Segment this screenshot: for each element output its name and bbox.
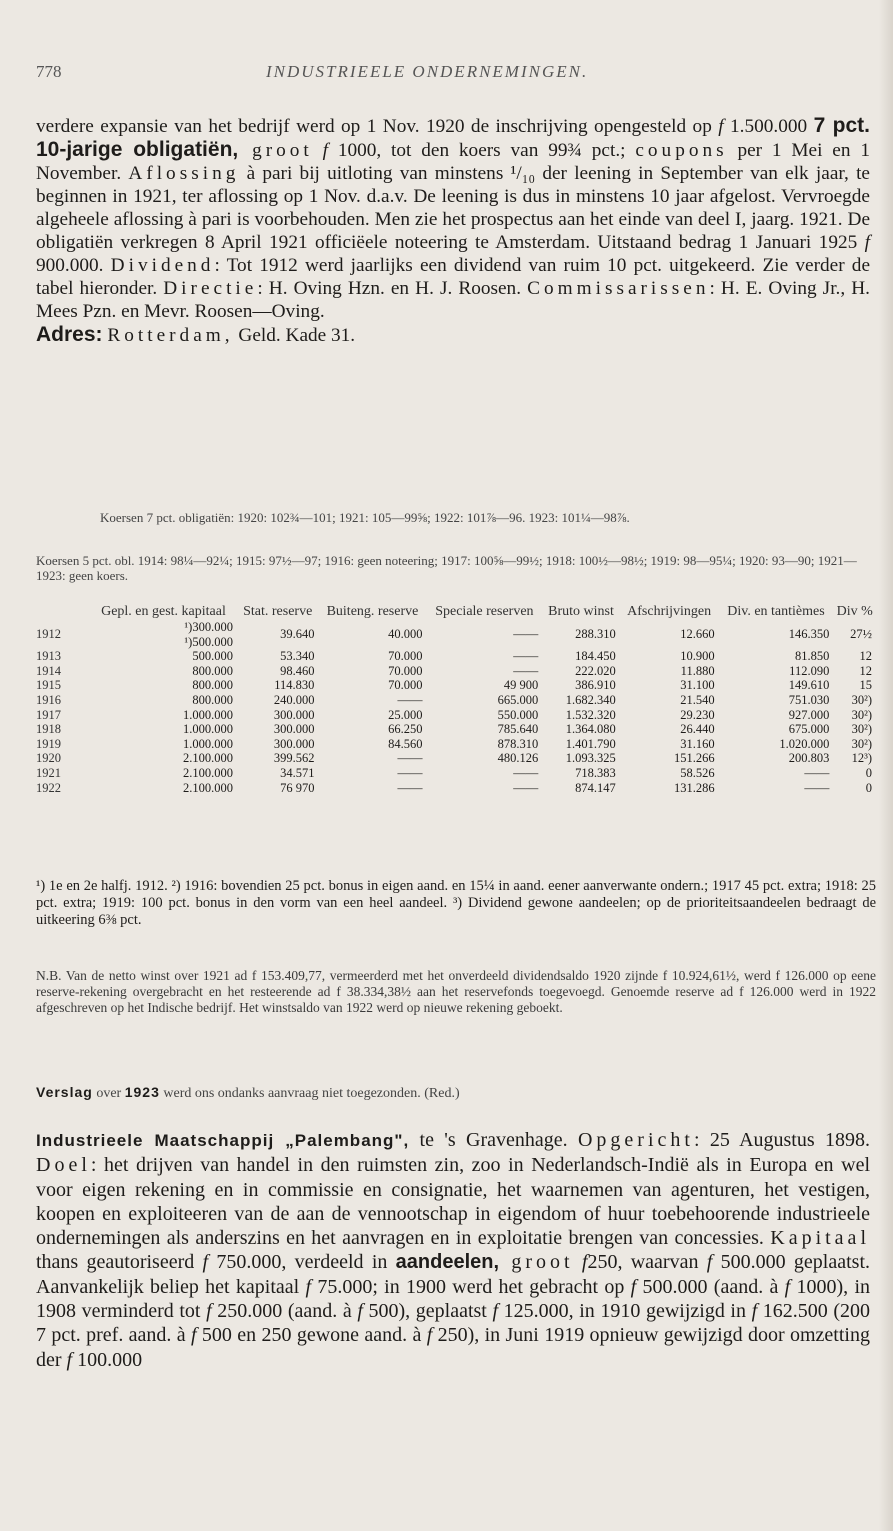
table-cell: 0 bbox=[865, 780, 872, 795]
table-body bbox=[36, 620, 876, 795]
table-cell: 149.610 bbox=[788, 678, 830, 693]
table-cell: 300.000 bbox=[273, 707, 315, 722]
table-row bbox=[36, 664, 876, 679]
table-cell: —— bbox=[513, 663, 539, 678]
table-cell: 27½ bbox=[850, 627, 872, 642]
table-cell: 70.000 bbox=[388, 678, 423, 693]
column-header: Speciale reserven bbox=[435, 604, 534, 619]
bond-heading: 7 pct. 10-jarige obligatiën, bbox=[36, 114, 871, 161]
table-cell: 500.000 bbox=[192, 649, 233, 664]
table-cell: 0 bbox=[865, 765, 872, 780]
table-cell: 112.090 bbox=[789, 663, 830, 678]
report-year: 1923 bbox=[124, 1084, 160, 1100]
text-run: per 1 Mei en 1 November. bbox=[36, 140, 870, 184]
year-cell: 1918 bbox=[36, 722, 61, 737]
report-label: Verslag bbox=[36, 1084, 93, 1100]
table-cell: 84.560 bbox=[388, 736, 423, 751]
column-header: Stat. reserve bbox=[243, 604, 313, 619]
table-cell: 30²) bbox=[851, 736, 872, 751]
table-row bbox=[36, 678, 876, 693]
table-cell: 480.126 bbox=[497, 751, 539, 766]
table-cell: 131.286 bbox=[673, 780, 715, 795]
page-number: 778 bbox=[36, 62, 62, 81]
text-run: 75.000; in 1900 werd het gebracht op bbox=[311, 1275, 631, 1298]
florin-sign: f bbox=[66, 1348, 73, 1371]
table-cell: 11.880 bbox=[680, 663, 715, 678]
address-city: Rotterdam, bbox=[107, 325, 234, 346]
running-title: INDUSTRIEELE ONDERNEMINGEN. bbox=[266, 62, 589, 81]
page-header bbox=[36, 62, 873, 84]
company-name: Industrieele Maatschappij „Palembang", bbox=[36, 1131, 410, 1150]
table-cell: 1.000.000 bbox=[182, 736, 233, 751]
spaced-term: Opgericht bbox=[577, 1129, 694, 1151]
table-cell: 300.000 bbox=[273, 736, 315, 751]
table-cell: 800.000 bbox=[192, 692, 233, 707]
table-cell: 31.100 bbox=[680, 678, 715, 693]
table-cell: 927.000 bbox=[788, 707, 830, 722]
florin-sign: f bbox=[191, 1324, 197, 1347]
table-row bbox=[36, 766, 876, 781]
florin-sign: f bbox=[706, 1251, 713, 1274]
report-note bbox=[36, 1084, 876, 1102]
text-run: 250.000 (aand. à bbox=[211, 1300, 358, 1323]
column-header: Bruto winst bbox=[548, 604, 614, 619]
table-cell: 31.160 bbox=[680, 736, 715, 751]
table-cell: 114.830 bbox=[274, 678, 315, 693]
florin-sign: f bbox=[864, 232, 870, 253]
table-cell: 718.383 bbox=[575, 765, 616, 780]
table-cell: 70.000 bbox=[388, 649, 423, 664]
spaced-term: coupons bbox=[635, 140, 728, 161]
table-cell: 34.571 bbox=[280, 765, 315, 780]
table-cell: 288.310 bbox=[575, 627, 616, 642]
table-cell: 1.000.000 bbox=[182, 722, 233, 737]
text-run: thans geautoriseerd bbox=[36, 1251, 203, 1274]
text-run: 250, waarvan bbox=[587, 1251, 707, 1274]
text-run: te 's Gravenhage. bbox=[409, 1129, 578, 1151]
table-cell: 878.310 bbox=[497, 736, 539, 751]
table-cell: 70.000 bbox=[388, 663, 423, 678]
text-run: : H. Oving Hzn. en H. J. Roosen. bbox=[257, 278, 528, 299]
table-cell: 800.000 bbox=[192, 663, 233, 678]
text-run: 100.000 bbox=[72, 1348, 143, 1371]
column-header: Gepl. en gest. kapitaal bbox=[101, 604, 226, 619]
table-cell: 1.093.325 bbox=[565, 751, 616, 766]
table-cell: 58.526 bbox=[680, 765, 715, 780]
table-cell: 184.450 bbox=[575, 649, 616, 664]
table-cell: —— bbox=[397, 765, 423, 780]
table-cell: —— bbox=[513, 780, 539, 795]
page-edge-shadow bbox=[879, 0, 893, 1531]
table-row bbox=[36, 781, 876, 796]
spaced-term: Aflossing bbox=[128, 163, 240, 184]
year-cell: 1920 bbox=[36, 751, 61, 766]
text-run: 500.000 geplaatst. Aanvankelijk beliep het kapitaal bbox=[36, 1251, 870, 1298]
text-run: 162.500 (200 7 pct. pref. aand. à bbox=[36, 1300, 870, 1347]
table-footnotes: ¹) 1e en 2e halfj. 1912. ²) 1916: bovendien 25 pct. bonus in eigen aand. en 15¼ in aand. eener aanverwante ondern.; 1917 45 pct. extra; 1918: 25 pct. extra; 1919: 100 pct. bonus in den vorm van een heel aandeel. ³) Dividend gewone aandeelen; op de prioriteitsaandeelen bedraagt de uitkeering 6⅜ pct. bbox=[36, 878, 876, 928]
table-cell: 2.100.000 bbox=[182, 751, 233, 766]
column-header: Afschrijvingen bbox=[627, 604, 712, 619]
table-cell: 29.230 bbox=[680, 707, 715, 722]
address-label: Adres: bbox=[36, 323, 103, 346]
table-cell: 300.000 bbox=[273, 722, 315, 737]
year-cell: 1913 bbox=[36, 649, 61, 664]
table-cell: —— bbox=[397, 780, 423, 795]
florin-sign: f bbox=[312, 140, 328, 161]
table-cell: 146.350 bbox=[788, 627, 830, 642]
table-row bbox=[36, 751, 876, 766]
florin-sign: f bbox=[426, 1324, 433, 1347]
spaced-term: groot bbox=[238, 140, 313, 161]
table-cell: 76 970 bbox=[280, 780, 315, 795]
table-cell: 785.640 bbox=[497, 722, 539, 737]
table-cell: 21.540 bbox=[680, 692, 715, 707]
paragraph-palembang bbox=[36, 1128, 870, 1372]
year-cell: 1917 bbox=[36, 707, 61, 722]
table-cell: 98.460 bbox=[280, 663, 315, 678]
table-cell: 1.682.340 bbox=[565, 692, 616, 707]
table-cell: 751.030 bbox=[788, 692, 830, 707]
year-cell: 1916 bbox=[36, 692, 61, 707]
year-cell: 1921 bbox=[36, 765, 61, 780]
table-cell: 15 bbox=[859, 678, 872, 693]
table-cell: 30²) bbox=[851, 692, 872, 707]
year-cell: 1914 bbox=[36, 663, 61, 678]
column-header bbox=[36, 604, 90, 620]
table-cell: 240.000 bbox=[273, 692, 315, 707]
table-row bbox=[36, 722, 876, 737]
table-cell: 30²) bbox=[851, 707, 872, 722]
table-cell: 675.000 bbox=[788, 722, 830, 737]
table-cell: 26.440 bbox=[680, 722, 715, 737]
bond-quotes-5pct: Koersen 5 pct. obl. 1914: 98¼—92¼; 1915: 97½—97; 1916: geen noteering; 1917: 100⅝—99½; 1918: 100½—98½; 1919: 98—95¼; 1920: 93—90; 1921—1923: geen koers. bbox=[36, 553, 857, 583]
florin-sign: f bbox=[492, 1300, 499, 1323]
table-row bbox=[36, 737, 876, 752]
table-cell: 222.020 bbox=[575, 663, 616, 678]
table-cell: 1.020.000 bbox=[779, 736, 830, 751]
spaced-term: Dividend bbox=[110, 255, 215, 276]
year-cell: 1912 bbox=[36, 627, 61, 642]
florin-sign: f bbox=[357, 1300, 363, 1323]
table-cell: 81.850 bbox=[794, 649, 830, 664]
text-run: 1.500.000 bbox=[723, 116, 814, 137]
florin-sign: f bbox=[305, 1275, 312, 1298]
spaced-term: Kapitaal bbox=[770, 1227, 870, 1250]
year-cell: 1919 bbox=[36, 736, 61, 751]
table-cell: 40.000 bbox=[388, 627, 423, 642]
paragraph-obligations bbox=[36, 114, 870, 347]
table-cell: 200.803 bbox=[788, 751, 830, 766]
table-row bbox=[36, 693, 876, 708]
florin-sign: f bbox=[573, 1251, 588, 1274]
year-cell: 1915 bbox=[36, 678, 61, 693]
table-row bbox=[36, 708, 876, 723]
text-run: : het drijven van handel in den ruimsten zin, zoo in Nederlandsch-Indië als in Europa en wel voor eigen rekening en in commissie en consignatie, het waarnemen van agenturen, het vestigen, koopen en exploiteeren van de aan de vennootschap in eigendom of huur toebehoorende industrieele ondernemingen als anderszins en het aanvragen en in exploitatie brengen van concessies. bbox=[36, 1154, 870, 1250]
text-run: 250), in Juni 1919 opnieuw gewijzigd door omzetting der bbox=[36, 1324, 870, 1371]
column-header: Buiteng. reserve bbox=[326, 604, 419, 619]
text-run: verdere expansie van het bedrijf werd op 1 Nov. 1920 de inschrijving opengesteld op bbox=[36, 116, 719, 137]
florin-sign: f bbox=[718, 116, 724, 137]
text-run: 1000, tot den koers van 99¾ pct.; bbox=[327, 140, 636, 161]
table-cell: —— bbox=[804, 780, 830, 795]
spaced-term: Doel bbox=[36, 1154, 91, 1177]
text-run: 900.000. bbox=[36, 255, 111, 276]
spaced-term: groot bbox=[499, 1251, 574, 1274]
table-cell: 2.100.000 bbox=[182, 765, 233, 780]
table-cell: —— bbox=[397, 692, 423, 707]
table-cell: ¹)300.000 ¹)500.000 bbox=[184, 620, 233, 649]
table-cell: 66.250 bbox=[388, 722, 423, 737]
table-cell: 874.147 bbox=[575, 780, 616, 795]
spaced-term: Directie bbox=[163, 278, 258, 299]
text-run: 500.000 (aand. à bbox=[636, 1275, 785, 1298]
table-cell: —— bbox=[513, 627, 539, 642]
text-run: : 25 Augustus 1898. bbox=[693, 1129, 870, 1151]
text-run: 500), geplaatst bbox=[362, 1300, 493, 1323]
table-cell: 53.340 bbox=[280, 649, 315, 664]
text-run: 125.000, in 1910 gewijzigd in bbox=[498, 1300, 752, 1323]
address-street: Geld. Kade 31. bbox=[233, 325, 356, 346]
table-cell: 151.266 bbox=[673, 751, 715, 766]
table-cell: 12 bbox=[859, 649, 872, 664]
nb-note: N.B. Van de netto winst over 1921 ad f 153.409,77, vermeerderd met het onverdeeld dividendsaldo 1920 zijnde f 10.924,61½, werd f 126.000 op eene reserve-rekening overgebracht en het resteerende ad f 38.334,38½ aan het reservefonds toegevoegd. Genoemde reserve ad f 126.000 werd in 1922 afgeschreven op het Indische bedrijf. Het winstsaldo van 1922 werd op nieuwe rekening geboekt. bbox=[36, 968, 876, 1015]
table-cell: 25.000 bbox=[388, 707, 423, 722]
table-cell: 2.100.000 bbox=[182, 780, 233, 795]
florin-sign: f bbox=[751, 1300, 758, 1323]
florin-sign: f bbox=[206, 1300, 212, 1323]
table-cell: 10.900 bbox=[680, 649, 715, 664]
table-cell: —— bbox=[513, 765, 539, 780]
table-cell: —— bbox=[804, 765, 830, 780]
florin-sign: f bbox=[202, 1251, 209, 1274]
florin-sign: f bbox=[630, 1275, 637, 1298]
table-cell: 665.000 bbox=[497, 692, 539, 707]
table-cell: 1.532.320 bbox=[565, 707, 616, 722]
table-cell: 30²) bbox=[851, 722, 872, 737]
table-cell: —— bbox=[513, 649, 539, 664]
florin-sign: f bbox=[784, 1275, 791, 1298]
text-run: : H. E. Oving Jr., H. Mees Pzn. en Mevr. Roosen—Oving. bbox=[36, 278, 870, 322]
text-run: 1000), in 1908 verminderd tot bbox=[36, 1275, 870, 1323]
table-cell: 49 900 bbox=[503, 678, 539, 693]
table-cell: 1.000.000 bbox=[182, 707, 233, 722]
table-header-row bbox=[36, 604, 876, 620]
table-cell: 12 bbox=[859, 663, 872, 678]
bold-term: aandeelen, bbox=[395, 1251, 500, 1274]
table-cell: 1.364.080 bbox=[565, 722, 616, 737]
text-run: 750.000, verdeeld in bbox=[208, 1251, 396, 1274]
table-cell: 550.000 bbox=[497, 707, 539, 722]
text-run: : Tot 1912 werd jaarlijks een dividend van ruim 10 pct. uitgekeerd. Zie verder de tabel hieronder. bbox=[36, 255, 870, 299]
table-cell: 386.910 bbox=[575, 678, 616, 693]
table-cell: 399.562 bbox=[273, 751, 315, 766]
table-cell: 12³) bbox=[851, 751, 872, 766]
table-cell: —— bbox=[397, 751, 423, 766]
financial-table bbox=[36, 604, 876, 795]
text-run: over bbox=[92, 1086, 125, 1101]
text-run: werd ons ondanks aanvraag niet toegezonden. (Red.) bbox=[159, 1086, 460, 1101]
table-cell: 39.640 bbox=[280, 627, 315, 642]
column-header: Div % bbox=[836, 604, 873, 619]
text-run: à pari bij uitloting van minstens ¹/₁₀ der leening in September van elk jaar, te beginnen in 1921, ter aflossing op 1 Nov. d.a.v. De leening is dus in minstens 10 jaar afgelost. Vervroegde algeheele aflossing à pari is voorbehouden. Men zie het prospectus aan het einde van deel I, jaarg. 1921. De obligatiën verkregen 8 April 1921 officiëele noteering te Amsterdam. Uitstaand bedrag 1 Januari 1925 bbox=[36, 163, 870, 253]
table-cell: 800.000 bbox=[192, 678, 233, 693]
table-row bbox=[36, 620, 876, 649]
table-cell: 1.401.790 bbox=[565, 736, 616, 751]
spaced-term: Commissarissen bbox=[527, 278, 710, 299]
bond-quotes-7pct: Koersen 7 pct. obligatiën: 1920: 102¾—101; 1921: 105—99⅝; 1922: 101⅞—96. 1923: 101¼—98⅞. bbox=[100, 510, 630, 525]
text-run: 500 en 250 gewone aand. à bbox=[196, 1324, 427, 1347]
table-row bbox=[36, 649, 876, 664]
table-cell: 12.660 bbox=[680, 627, 715, 642]
year-cell: 1922 bbox=[36, 780, 61, 795]
column-header: Div. en tantièmes bbox=[727, 604, 825, 619]
